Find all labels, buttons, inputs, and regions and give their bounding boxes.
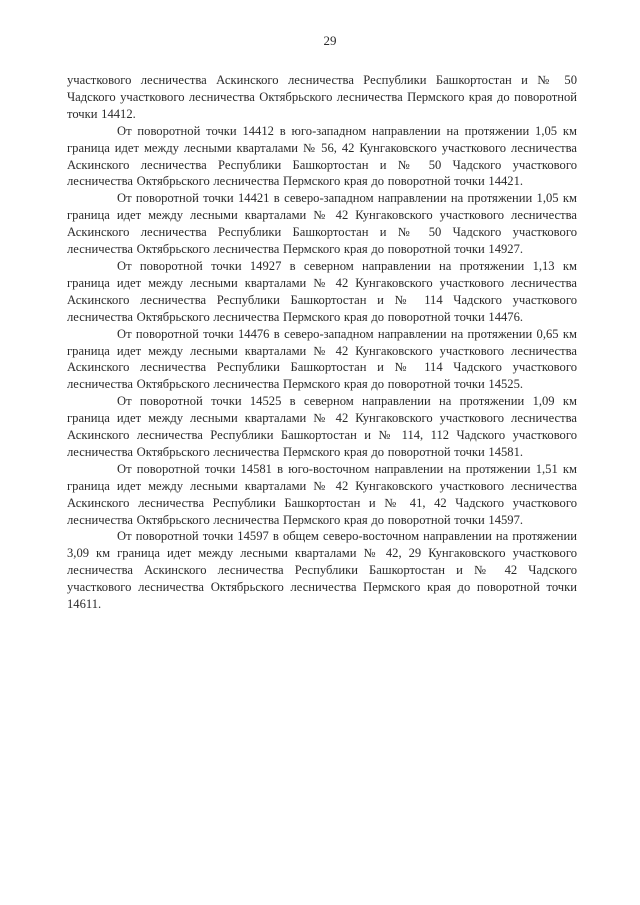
document-body — [67, 72, 577, 613]
paragraph: От поворотной точки 14581 в юго-восточном направлении на протяжении 1,51 км граница идет между лесными кварталами № 42 Кунгаковского участкового лесничества Аскинского лесничества Республики Башкортостан и № 41, 42 Чадского участкового лесничества Октябрьского лесничества Пермского края до поворотной точки 14597. — [67, 461, 577, 527]
paragraph: От поворотной точки 14421 в северо-западном направлении на протяжении 1,05 км граница идет между лесными кварталами № 42 Кунгаковского участкового лесничества Аскинского лесничества Республики Башкортостан и № 50 Чадского участкового лесничества Октябрьского лесничества Пермского края до поворотной точки 14927. — [67, 191, 577, 257]
paragraph: От поворотной точки 14927 в северном направлении на протяжении 1,13 км граница идет между лесными кварталами № 42 Кунгаковского участкового лесничества Аскинского лесничества Республики Башкортостан и № 114 Чадского участкового лесничества Октябрьского лесничества Пермского края до поворотной точки 14476. — [67, 258, 577, 324]
paragraph-continuation: участкового лесничества Аскинского лесничества Республики Башкортостан и № 50 Чадского участкового лесничества Октябрьского лесничества Пермского края до поворотной точки 14412. — [67, 73, 577, 121]
page-number: 29 — [323, 33, 337, 48]
paragraph: От поворотной точки 14412 в юго-западном направлении на протяжении 1,05 км граница идет между лесными кварталами № 56, 42 Кунгаковского участкового лесничества Аскинского лесничества Республики Башкортостан и № 50 Чадского участкового лесничества Октябрьского лесничества Пермского края до поворотной точки 14421. — [67, 123, 577, 189]
paragraph: От поворотной точки 14525 в северном направлении на протяжении 1,09 км граница идет между лесными кварталами № 42 Кунгаковского участкового лесничества Аскинского лесничества Республики Башкортостан и № 114, 112 Чадского участкового лесничества Октябрьского лесничества Пермского края до поворотной точки 14581. — [67, 394, 577, 459]
paragraph: От поворотной точки 14476 в северо-западном направлении на протяжении 0,65 км граница идет между лесными кварталами № 42 Кунгаковского участкового лесничества Аскинского лесничества Республики Башкортостан и № 114 Чадского участкового лесничества Октябрьского лесничества Пермского края до поворотной точки 14525. — [67, 326, 577, 392]
paragraph: От поворотной точки 14597 в общем северо-восточном направлении на протяжении 3,09 км граница идет между лесными кварталами № 42, 29 Кунгаковского участкового лесничества Аскинского лесничества Республики Башкортостан и № 42 Чадского участкового лесничества Октябрьского лесничества Пермского края до поворотной точки 14611. — [67, 529, 577, 612]
